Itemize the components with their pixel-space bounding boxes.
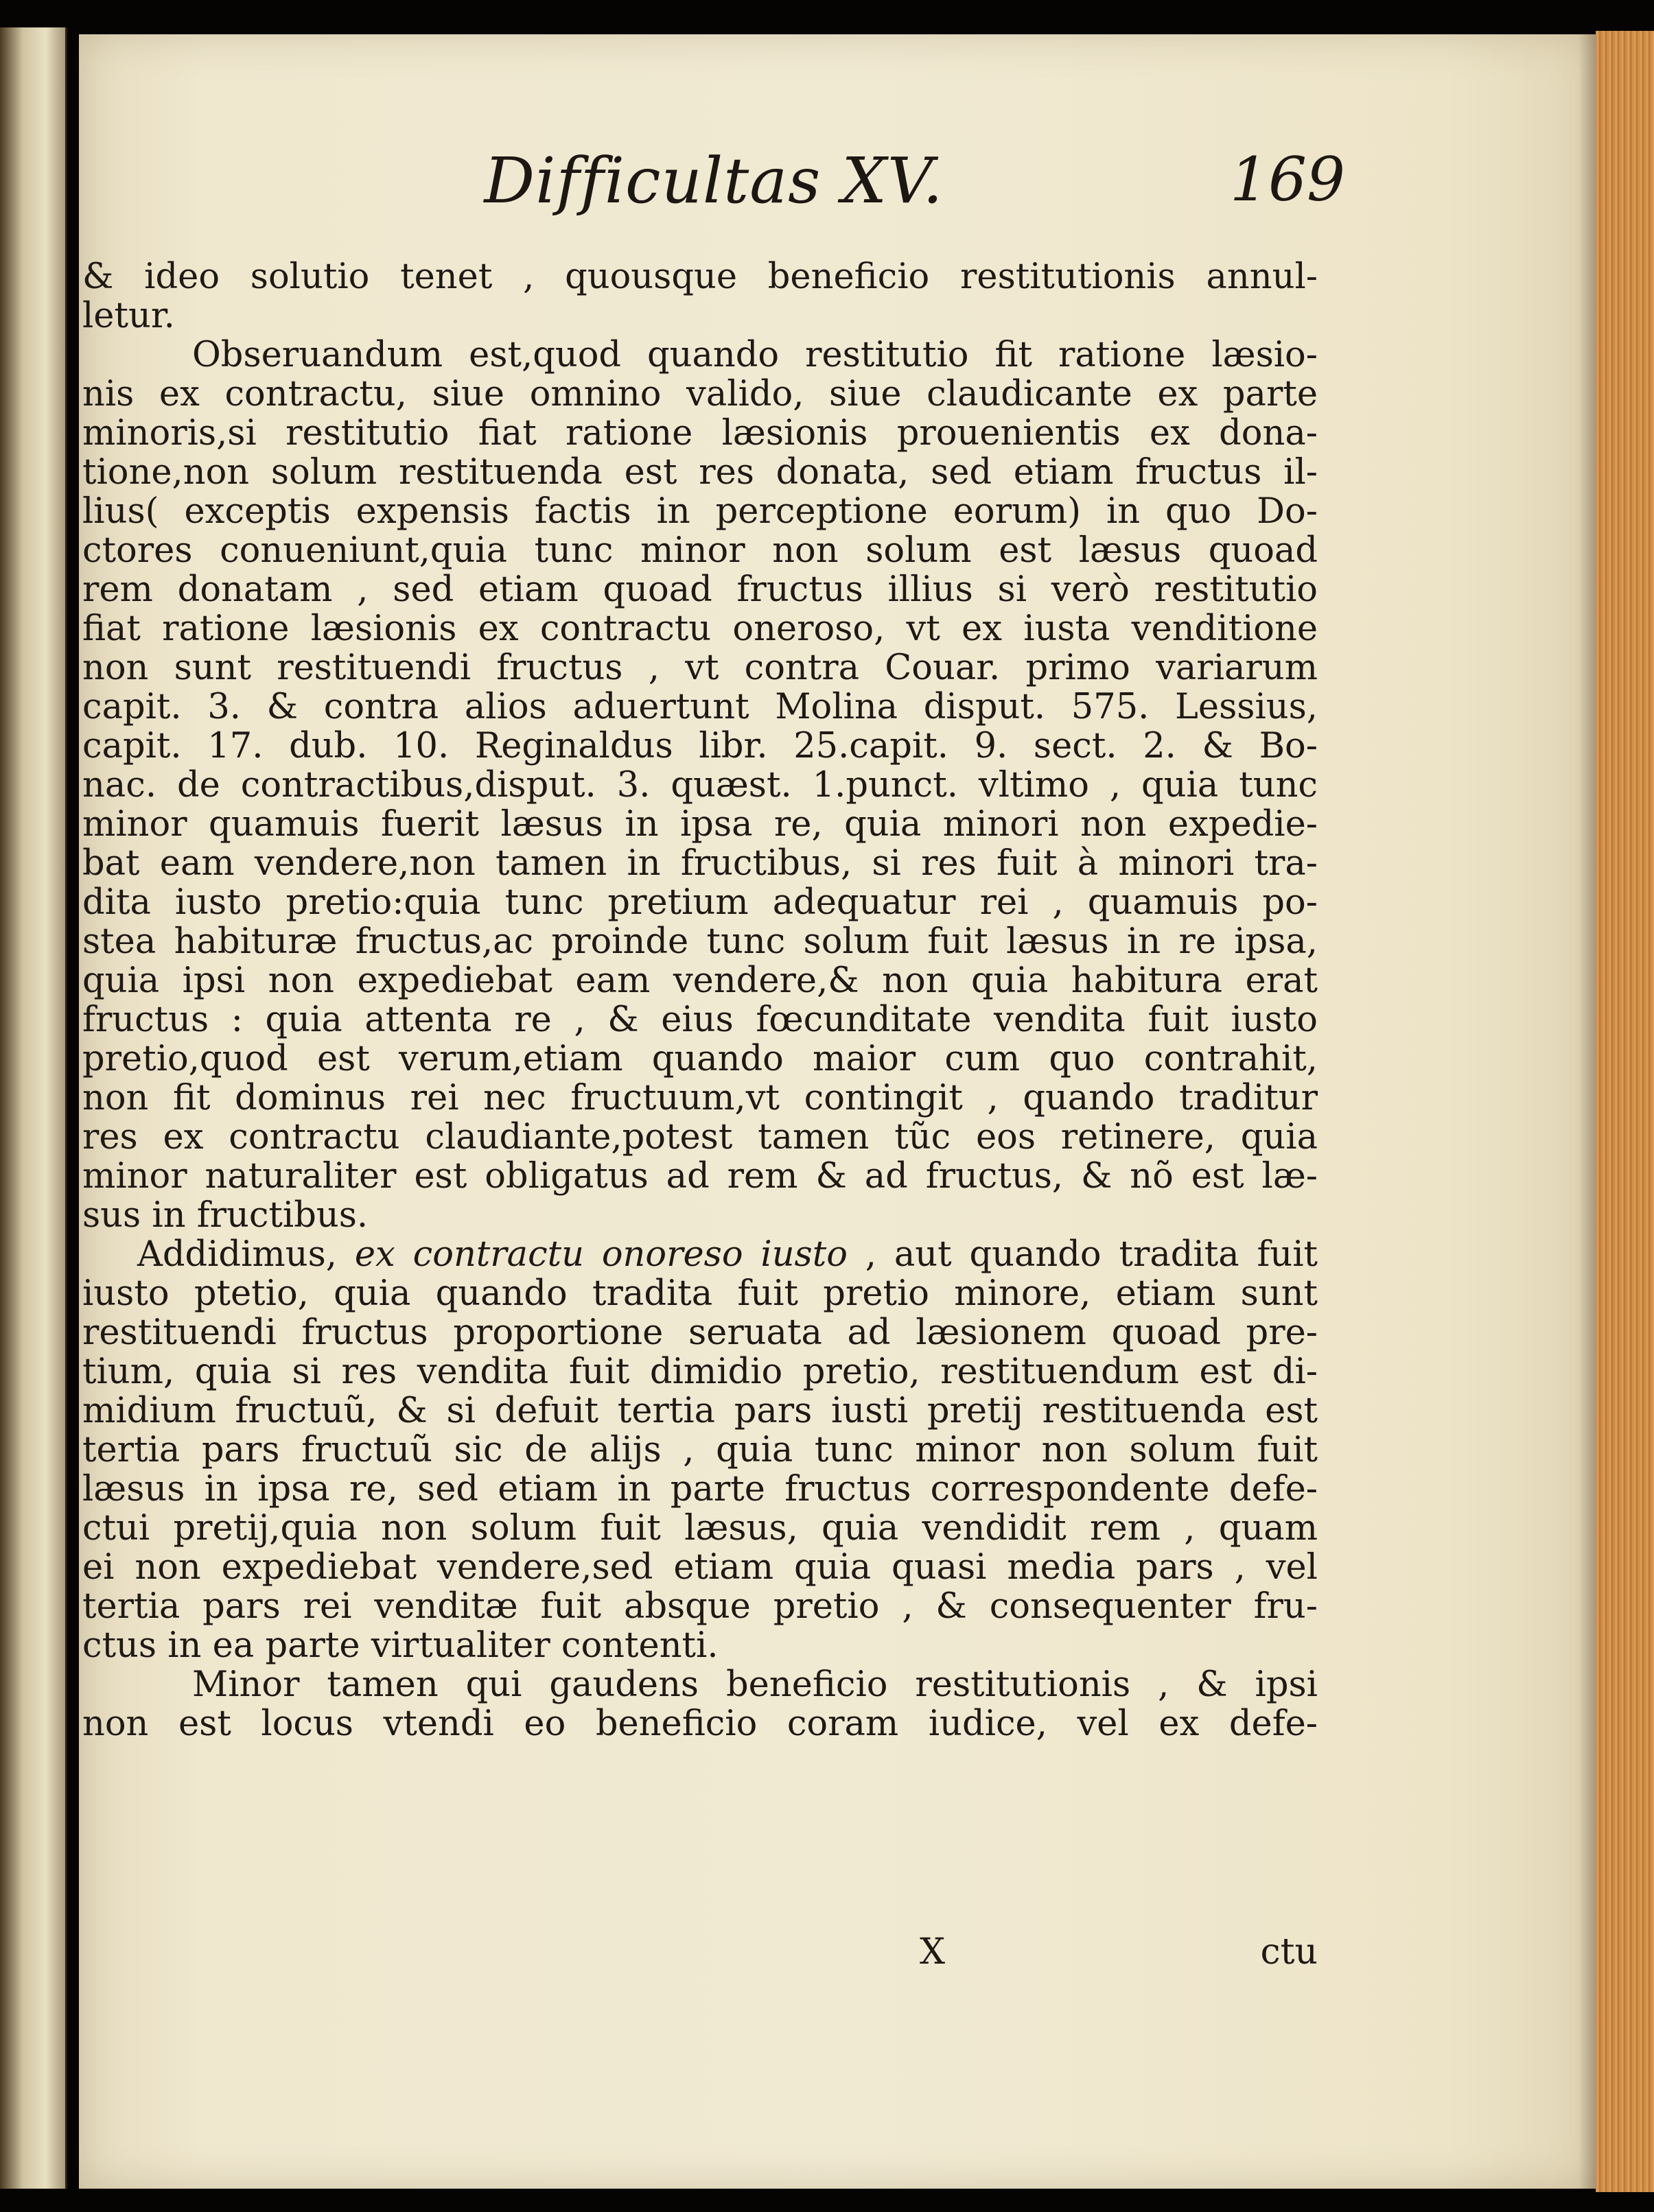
running-title: Difficultas XV.	[484, 144, 944, 217]
italic-phrase: ex contractu onoreso iusto	[354, 1234, 848, 1275]
text-line: tertia pars rei venditæ fuit absque pretio , & consequenter fru-	[82, 1586, 1318, 1627]
text-line: midium fructuũ, & si defuit tertia pars iusti pretij restituenda est	[82, 1391, 1318, 1431]
text-line: fiat ratione læsionis ex contractu oneroso, vt ex iusta venditione	[82, 609, 1318, 649]
text-line: capit. 17. dub. 10. Reginaldus libr. 25.capit. 9. sect. 2. & Bo-	[82, 726, 1318, 766]
text-line: ctus in ea parte virtualiter contenti.	[82, 1625, 719, 1666]
text-line: non est locus vtendi eo beneficio coram iudice, vel ex defe-	[82, 1704, 1318, 1744]
text-line: restituendi fructus proportione seruata ad læsionem quoad pre-	[82, 1313, 1318, 1353]
body-text	[82, 257, 1318, 1743]
text-line: læsus in ipsa re, sed etiam in parte fructus correspondente defe-	[82, 1469, 1318, 1509]
text-line: nac. de contractibus,disput. 3. quæst. 1.punct. vltimo , quia tunc	[82, 765, 1318, 805]
text-line: quia ipsi non expediebat eam vendere,& non quia habitura erat	[82, 961, 1318, 1001]
text-line: minor quamuis fuerit læsus in ipsa re, quia minori non expedie-	[82, 804, 1318, 845]
paragraph-start-line	[82, 1235, 1318, 1274]
text-line: rem donatam , sed etiam quoad fructus illius si verò restitutio	[82, 569, 1318, 610]
text-line: capit. 3. & contra alios aduertunt Molina disput. 575. Lessius,	[82, 687, 1318, 727]
text-line: pretio,quod est verum,etiam quando maior cum quo contrahit,	[82, 1039, 1318, 1079]
text-line: tium, quia si res vendita fuit dimidio pretio, restituendum est di-	[82, 1352, 1318, 1392]
text-line: res ex contractu claudiante,potest tamen tũc eos retinere, quia	[82, 1117, 1318, 1157]
text-line: & ideo solutio tenet , quousque beneficio restitutionis annul-	[82, 257, 1318, 297]
page-header	[82, 117, 1345, 217]
text-line: minor naturaliter est obligatus ad rem & ad fructus, & nõ est læ-	[82, 1156, 1318, 1197]
text-line: tertia pars fructuũ sic de alijs , quia tunc minor non solum fuit	[82, 1430, 1318, 1470]
text-line: iusto ptetio, quia quando tradita fuit pretio minore, etiam sunt	[82, 1273, 1318, 1314]
text-line: fructus : quia attenta re , & eius fœcunditate vendita fuit iusto	[82, 1000, 1318, 1040]
facing-page-edge	[0, 27, 67, 2189]
text-line: ctui pretij,quia non solum fuit læsus, quia vendidit rem , quam	[82, 1508, 1318, 1549]
page-number: 169	[1230, 144, 1345, 215]
text-segment: , aut quando tradita fuit	[847, 1234, 1318, 1275]
text-line: bat eam vendere,non tamen in fructibus, si res fuit à minori tra-	[82, 843, 1318, 884]
text-line: lius( exceptis expensis factis in perceptione eorum) in quo Do-	[82, 491, 1318, 532]
text-line: ctores conueniunt,quia tunc minor non solum est læsus quoad	[82, 530, 1318, 571]
text-line: letur.	[82, 296, 175, 336]
text-line: minoris,si restitutio fiat ratione læsionis prouenientis ex dona-	[82, 413, 1318, 454]
text-segment: Addidimus,	[137, 1234, 355, 1275]
paragraph-start-line: Minor tamen qui gaudens beneficio restitutionis , & ipsi	[192, 1664, 1318, 1705]
text-line: tione,non solum restituenda est res donata, sed etiam fructus il-	[82, 452, 1318, 493]
text-line: sus in fructibus.	[82, 1195, 369, 1236]
paragraph-start-line: Obseruandum est,quod quando restitutio fit ratione læsio-	[192, 335, 1318, 375]
text-line: non sunt restituendi fructus , vt contra Couar. primo variarum	[82, 648, 1318, 688]
page-footer	[82, 1931, 1318, 1979]
text-line: non fit dominus rei nec fructuum,vt contingit , quando traditur	[82, 1078, 1318, 1118]
text-line: dita iusto pretio:quia tunc pretium adequatur rei , quamuis po-	[82, 882, 1318, 923]
catchword: ctu	[1260, 1931, 1318, 1973]
text-line: stea habituræ fructus,ac proinde tunc solum fuit læsus in re ipsa,	[82, 921, 1318, 962]
signature-mark: X	[920, 1931, 946, 1973]
text-line: ei non expediebat vendere,sed etiam quia quasi media pars , vel	[82, 1547, 1318, 1588]
text-line: nis ex contractu, siue omnino valido, siue claudicante ex parte	[82, 374, 1318, 414]
page-fore-edge	[1596, 31, 1654, 2192]
